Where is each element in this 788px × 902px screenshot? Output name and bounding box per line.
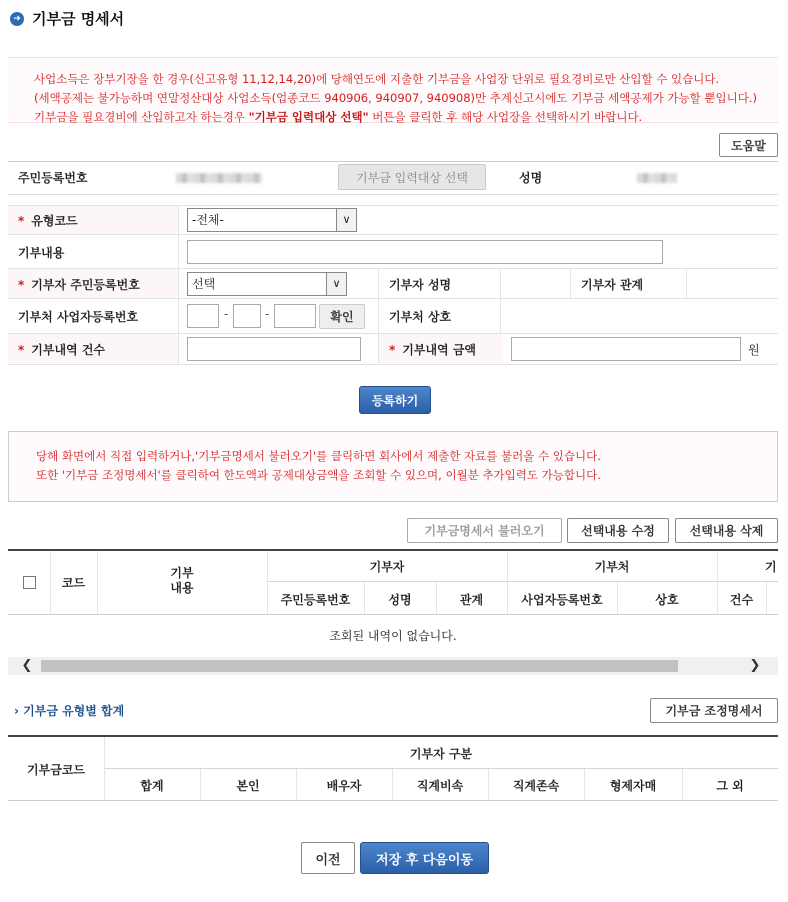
content-input[interactable] xyxy=(187,240,663,264)
required-mark: * xyxy=(18,278,25,292)
edit-selected-button[interactable]: 선택내용 수정 xyxy=(567,518,669,543)
form-divider xyxy=(500,268,501,333)
notice-line-3 xyxy=(34,108,778,127)
summary-section-title xyxy=(14,702,124,719)
biz-no-part1-input[interactable] xyxy=(187,304,219,328)
notice-mid-line-2: 또한 '기부금 조정명세서'를 클릭하여 한도액과 공제대상금액을 조회할 수 있으며, 이월분 추가입력도 가능합니다. xyxy=(36,468,601,482)
donor-rrn-label xyxy=(18,276,140,293)
summary-col-descendants: 직계비속 xyxy=(416,779,464,793)
empty-message: 조회된 내역이 없습니다. xyxy=(329,629,457,643)
amount-label-text: 기부내역 금액 xyxy=(402,343,477,357)
resident-no-value-masked xyxy=(176,173,262,183)
summary-group-donor-type: 기부자 구분 xyxy=(409,747,473,761)
table-header-divider xyxy=(267,581,778,582)
biz-no-separator: - xyxy=(265,307,270,321)
notice-line-3-bold: "기부금 입력대상 선택" xyxy=(248,110,369,124)
summary-col-others: 그 외 xyxy=(716,779,744,793)
col-group-partial: 기 xyxy=(765,560,777,574)
donor-relation-label: 기부자 관계 xyxy=(581,278,644,292)
select-all-checkbox[interactable] xyxy=(23,576,36,589)
scroll-thumb[interactable] xyxy=(41,660,678,672)
chevron-right-icon: › xyxy=(14,704,19,718)
top-notice xyxy=(8,57,778,123)
col-header-rrn: 주민등록번호 xyxy=(280,593,351,607)
form-divider xyxy=(570,268,571,298)
col-header-trade-name: 상호 xyxy=(655,593,679,607)
summary-col-spouse: 배우자 xyxy=(326,779,362,793)
form-border xyxy=(8,234,778,235)
count-label-text: 기부내역 건수 xyxy=(31,343,106,357)
summary-col-total: 합계 xyxy=(140,779,164,793)
required-mark: * xyxy=(389,343,396,357)
donor-rrn-select-value: 선택 xyxy=(192,277,216,291)
name-label: 성명 xyxy=(519,171,543,185)
summary-col-self: 본인 xyxy=(236,779,260,793)
required-mark: * xyxy=(18,214,25,228)
notice-mid-line-1: 당해 화면에서 직접 입력하거나,'기부금명세서 불러오기'를 클릭하면 회사에서 제출한 자료를 불러올 수 있습니다. xyxy=(36,449,601,463)
col-group-donor: 기부자 xyxy=(369,560,405,574)
col-header-biz-no: 사업자등록번호 xyxy=(521,593,603,607)
type-code-label xyxy=(18,212,78,229)
form-border xyxy=(8,364,778,365)
name-value-masked xyxy=(637,173,677,183)
donor-rrn-select[interactable] xyxy=(187,272,347,296)
biz-no-part3-input[interactable] xyxy=(274,304,316,328)
info-row-top-border xyxy=(8,161,778,162)
summary-header-bottom xyxy=(8,800,778,801)
summary-header-divider xyxy=(104,768,778,769)
col-header-content: 기부 내용 xyxy=(170,566,194,595)
help-button[interactable]: 도움말 xyxy=(719,133,778,157)
col-header-relation: 관계 xyxy=(459,593,484,607)
form-divider xyxy=(178,205,179,364)
table-header-bottom xyxy=(8,614,778,615)
notice-line-3-suffix: 버튼을 클릭한 후 해당 사업장을 선택하시기 바랍니다. xyxy=(368,110,643,124)
chevron-down-icon: ∨ xyxy=(336,209,356,231)
chevron-down-icon: ∨ xyxy=(326,273,346,295)
form-border xyxy=(8,333,778,334)
count-input[interactable] xyxy=(187,337,361,361)
notice-line-3-prefix: 기부금을 필요경비에 산입하고자 하는경우 xyxy=(34,110,249,124)
required-mark: * xyxy=(18,343,25,357)
biz-no-part2-input[interactable] xyxy=(233,304,261,328)
form-divider xyxy=(686,268,687,298)
type-code-select-value: -전체- xyxy=(192,213,224,227)
donor-name-label: 기부자 성명 xyxy=(389,278,452,292)
select-target-button[interactable]: 기부금 입력대상 선택 xyxy=(338,164,486,190)
form-border xyxy=(8,298,778,299)
resident-no-label: 주민등록번호 xyxy=(18,171,88,185)
type-code-label-text: 유형코드 xyxy=(31,214,78,228)
notice-line-1: 사업소득은 장부기장을 한 경우(신고유형 11,12,14,20)에 당해연도에 지출한 기부금을 사업장 단위로 필요경비로만 산입할 수 있습니다. xyxy=(34,72,720,86)
page-title: 기부금 명세서 xyxy=(32,10,125,28)
table-top-border xyxy=(8,549,778,551)
type-code-select[interactable] xyxy=(187,208,357,232)
delete-selected-button[interactable]: 선택내용 삭제 xyxy=(675,518,778,543)
form-border xyxy=(8,268,778,269)
col-header-count: 건수 xyxy=(729,593,754,607)
adjustment-statement-button[interactable]: 기부금 조정명세서 xyxy=(650,698,778,723)
register-button[interactable]: 등록하기 xyxy=(359,386,431,414)
middle-notice xyxy=(8,431,778,502)
info-row-bottom-border xyxy=(8,194,778,195)
prev-button[interactable]: 이전 xyxy=(301,842,355,874)
amount-unit: 원 xyxy=(748,343,760,357)
summary-col-siblings: 형제자매 xyxy=(609,779,657,793)
col-header-name: 성명 xyxy=(388,593,412,607)
summary-col-ascendants: 직계존속 xyxy=(512,779,560,793)
summary-title-text: 기부금 유형별 합계 xyxy=(23,704,125,718)
amount-label xyxy=(389,341,476,358)
biz-no-label: 기부처 사업자등록번호 xyxy=(18,310,139,324)
scroll-left-arrow-icon[interactable]: ❮ xyxy=(21,658,33,673)
col-group-recipient: 기부처 xyxy=(594,560,630,574)
arrow-right-circle-icon: ➜ xyxy=(10,12,24,26)
count-label xyxy=(18,341,105,358)
donor-rrn-label-text: 기부자 주민등록번호 xyxy=(31,278,140,292)
amount-input[interactable] xyxy=(511,337,741,361)
save-next-button[interactable]: 저장 후 다음이동 xyxy=(360,842,489,874)
biz-no-separator: - xyxy=(224,307,229,321)
summary-col-code: 기부금코드 xyxy=(27,763,85,777)
content-label: 기부내용 xyxy=(18,246,65,260)
form-divider xyxy=(378,268,379,364)
notice-line-2: (세액공제는 불가능하며 연말정산대상 사업소득(업종코드 940906, 940907, 940908)만 추계신고시에도 기부금 세액공제가 가능할 뿐입니다.) xyxy=(34,91,757,105)
horizontal-scrollbar[interactable] xyxy=(8,657,778,675)
trade-name-label: 기부처 상호 xyxy=(389,310,452,324)
scroll-right-arrow-icon[interactable]: ❯ xyxy=(749,658,761,673)
col-header-code: 코드 xyxy=(61,576,86,590)
summary-top-border xyxy=(8,735,778,737)
form-border xyxy=(8,205,778,206)
load-statement-button[interactable]: 기부금명세서 불러오기 xyxy=(407,518,562,543)
confirm-button[interactable]: 확인 xyxy=(319,304,365,329)
table-col-divider xyxy=(766,582,767,614)
